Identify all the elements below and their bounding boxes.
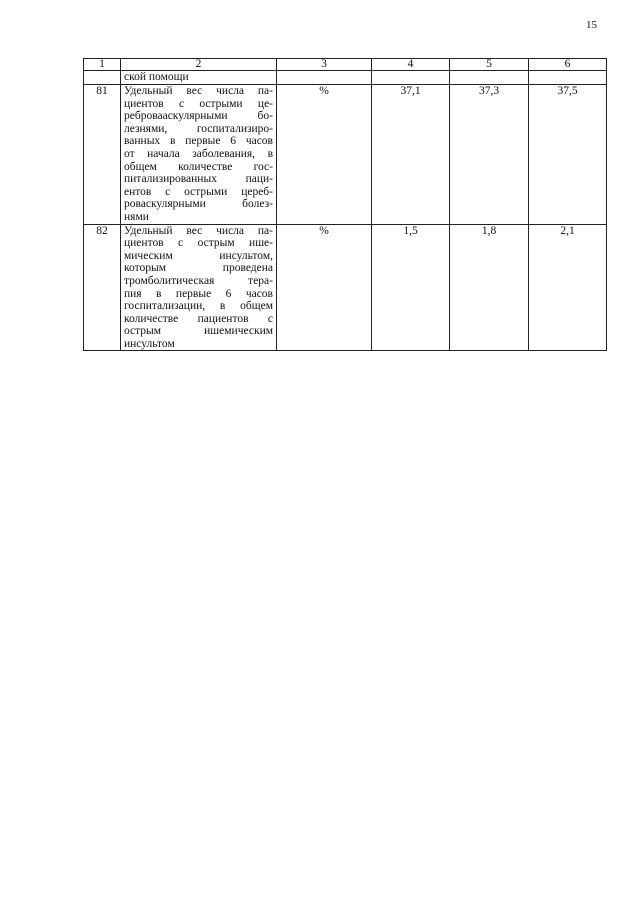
indicator-line: тромболитическая тера- xyxy=(124,274,273,287)
indicator-line: инсультом xyxy=(124,337,175,350)
indicator-line: нями xyxy=(124,210,149,223)
indicator-line: ентов с острыми цереб- xyxy=(124,185,273,198)
indicator-table xyxy=(83,58,607,351)
indicator-line: мическим инсультом, xyxy=(124,249,273,262)
indicator-line: которым проведена xyxy=(124,262,273,275)
continuation-row xyxy=(84,71,607,85)
value-cell: 37,3 xyxy=(450,85,529,225)
column-header: 4 xyxy=(372,59,450,71)
indicator-line: роваскулярными болез- xyxy=(124,198,273,211)
indicator-cell xyxy=(121,224,277,351)
indicator-line: ванных в первые 6 часов xyxy=(124,135,273,148)
indicator-cell xyxy=(121,85,277,225)
indicator-line: лезнями, госпитализиро- xyxy=(124,122,273,135)
indicator-line: циентов с острыми це- xyxy=(124,97,273,110)
value-cell: 37,5 xyxy=(529,85,607,225)
table-header-row xyxy=(84,59,607,71)
unit-cell: % xyxy=(277,224,372,351)
indicator-line: госпитализации, в общем xyxy=(124,300,273,313)
column-header: 3 xyxy=(277,59,372,71)
indicator-line: общем количестве гос- xyxy=(124,160,273,173)
column-header: 2 xyxy=(121,59,277,71)
indicator-line: пия в первые 6 часов xyxy=(124,287,273,300)
value-cell xyxy=(450,71,529,85)
column-header: 6 xyxy=(529,59,607,71)
indicator-line: острым ишемическим xyxy=(124,325,273,338)
value-cell: 2,1 xyxy=(529,224,607,351)
indicator-line: ребровааскулярными бо- xyxy=(124,110,273,123)
value-cell xyxy=(372,71,450,85)
value-cell: 37,1 xyxy=(372,85,450,225)
column-header: 5 xyxy=(450,59,529,71)
row-number-cell: 81 xyxy=(84,85,121,225)
indicator-line: от начала заболевания, в xyxy=(124,147,273,160)
table-row xyxy=(84,85,607,225)
unit-cell xyxy=(277,71,372,85)
value-cell: 1,5 xyxy=(372,224,450,351)
indicator-line: количестве пациентов с xyxy=(124,312,273,325)
indicator-cell: ской помощи xyxy=(121,71,277,85)
table-row xyxy=(84,224,607,351)
row-number-cell xyxy=(84,71,121,85)
indicator-line: питализированных паци- xyxy=(124,173,273,186)
indicator-line: Удельный вес числа па- xyxy=(124,224,273,237)
indicator-line: Удельный вес числа па- xyxy=(124,85,273,97)
value-cell: 1,8 xyxy=(450,224,529,351)
value-cell xyxy=(529,71,607,85)
row-number-cell: 82 xyxy=(84,224,121,351)
column-header: 1 xyxy=(84,59,121,71)
page-number: 15 xyxy=(586,19,597,31)
indicator-line: циентов с острым ише- xyxy=(124,237,273,250)
unit-cell: % xyxy=(277,85,372,225)
